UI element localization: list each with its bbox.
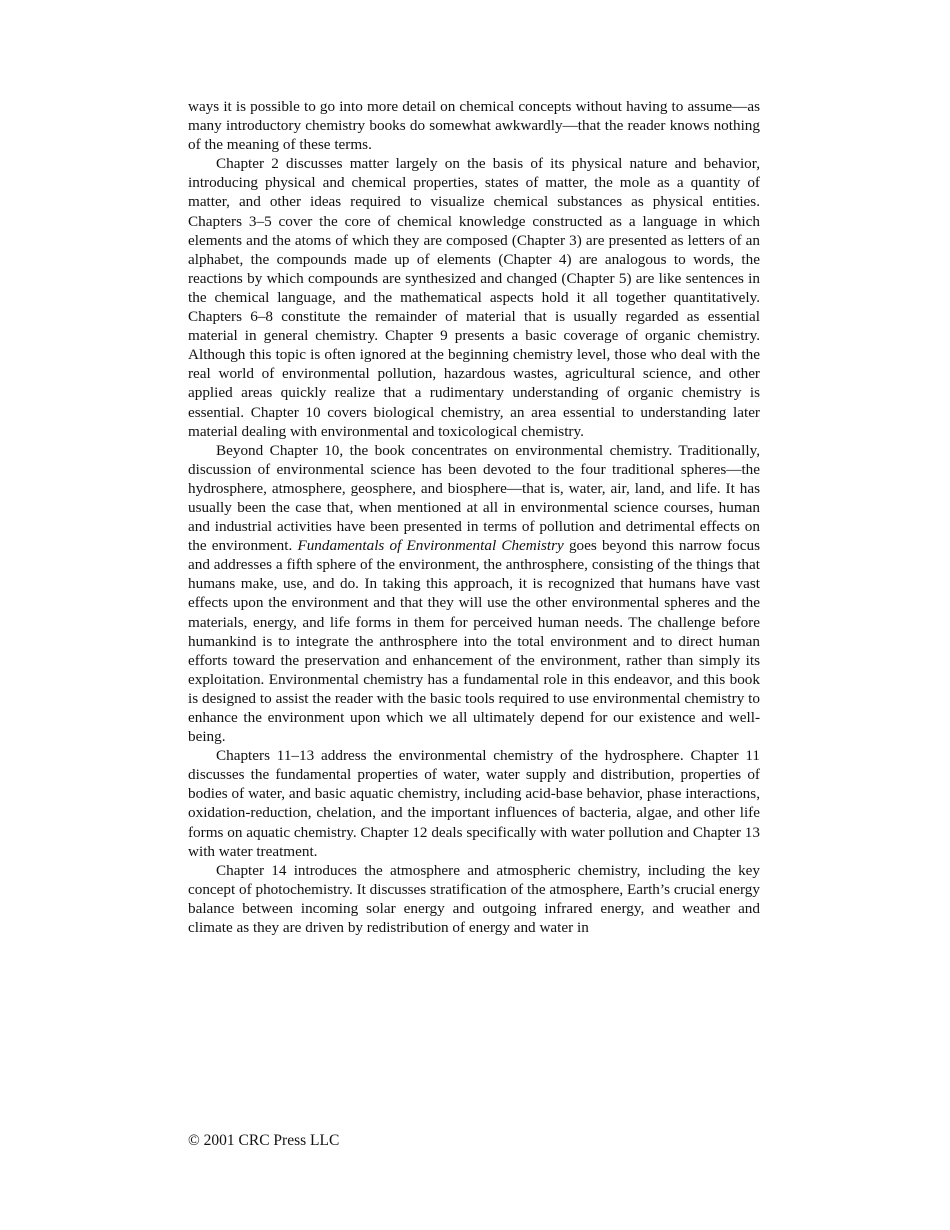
paragraph-text-before: Beyond Chapter 10, the book concentrates on environmental chemistry. Traditionally, discussion of environmental science has been devoted to the four traditional spheres—the hydrosphere, atmosphere, geosphere, and biosphere—that is, water, air, land, and life. It has usually been the case that, when mentioned at all in environmental science courses, human and industrial activities have been presented in terms of pollution and detrimental effects on the environment. bbox=[188, 441, 760, 555]
paragraph-hydrosphere: Chapters 11–13 address the environmental chemistry of the hydrosphere. Chapter 11 discusses the fundamental properties of water, water supply and distribution, properties of bodies of water, and basic aquatic chemistry, including acid-base behavior, phase interactions, oxidation-reduction, chelation, and the important influences of bacteria, algae, and other life forms on aquatic chemistry. Chapter 12 deals specifically with water pollution and Chapter 13 with water treatment. bbox=[188, 747, 760, 860]
paragraph-environmental-chemistry bbox=[188, 441, 760, 747]
paragraph-text-after: goes beyond this narrow focus and addresses a fifth sphere of the environment, the anthrosphere, consisting of the things that humans make, use, and do. In taking this approach, it is recognized that humans have vast effects upon the environment and that they will use the other environmental spheres and the materials, energy, and life forms in them for perceived human needs. The challenge before humankind is to integrate the anthrosphere into the total environment and to direct human efforts toward the preservation and enhancement of the environment, rather than simply its exploitation. Environmental chemistry has a fundamental role in this endeavor, and this book is designed to assist the reader with the basic tools required to use environmental chemistry to enhance the environment upon which we all ultimately depend for our existence and well-being. bbox=[188, 537, 760, 746]
book-title-italic: Fundamentals of Environmental Chemistry bbox=[297, 537, 564, 555]
paragraph-chapters-2-10: Chapter 2 discusses matter largely on the basis of its physical nature and behavior, introducing physical and chemical properties, states of matter, the mole as a quantity of matter, and other ideas required to visualize chemical substances as physical entities. Chapters 3–5 cover the core of chemical knowledge constructed as a language in which elements and the atoms of which they are composed (Chapter 3) are presented as letters of an alphabet, the compounds made up of elements (Chapter 4) are analogous to words, the reactions by which compounds are synthesized and changed (Chapter 5) are like sentences in the chemical language, and the mathematical aspects hold it all together quantitatively. Chapters 6–8 constitute the remainder of material that is usually regarded as essential material in general chemistry. Chapter 9 presents a basic coverage of organic chemistry. Although this topic is often ignored at the beginning chemistry level, those who deal with the real world of environmental pollution, hazardous wastes, agricultural science, and other applied areas quickly realize that a rudimentary understanding of organic chemistry is essential. Chapter 10 covers biological chemistry, an area essential to understanding later material dealing with environmental and toxicological chemistry. bbox=[188, 155, 760, 440]
page-body bbox=[188, 97, 760, 937]
paragraph-continued: ways it is possible to go into more detail on chemical concepts without having to assume—as many introductory chemistry books do somewhat awkwardly—that the reader knows nothing of the meaning of these terms. bbox=[188, 98, 760, 154]
copyright-footer: © 2001 CRC Press LLC bbox=[188, 1132, 340, 1149]
paragraph-atmosphere: Chapter 14 introduces the atmosphere and atmospheric chemistry, including the key concept of photochemistry. It discusses stratification of the atmosphere, Earth’s crucial energy balance between incoming solar energy and outgoing infrared energy, and weather and climate as they are driven by redistribution of energy and water in bbox=[188, 861, 760, 937]
